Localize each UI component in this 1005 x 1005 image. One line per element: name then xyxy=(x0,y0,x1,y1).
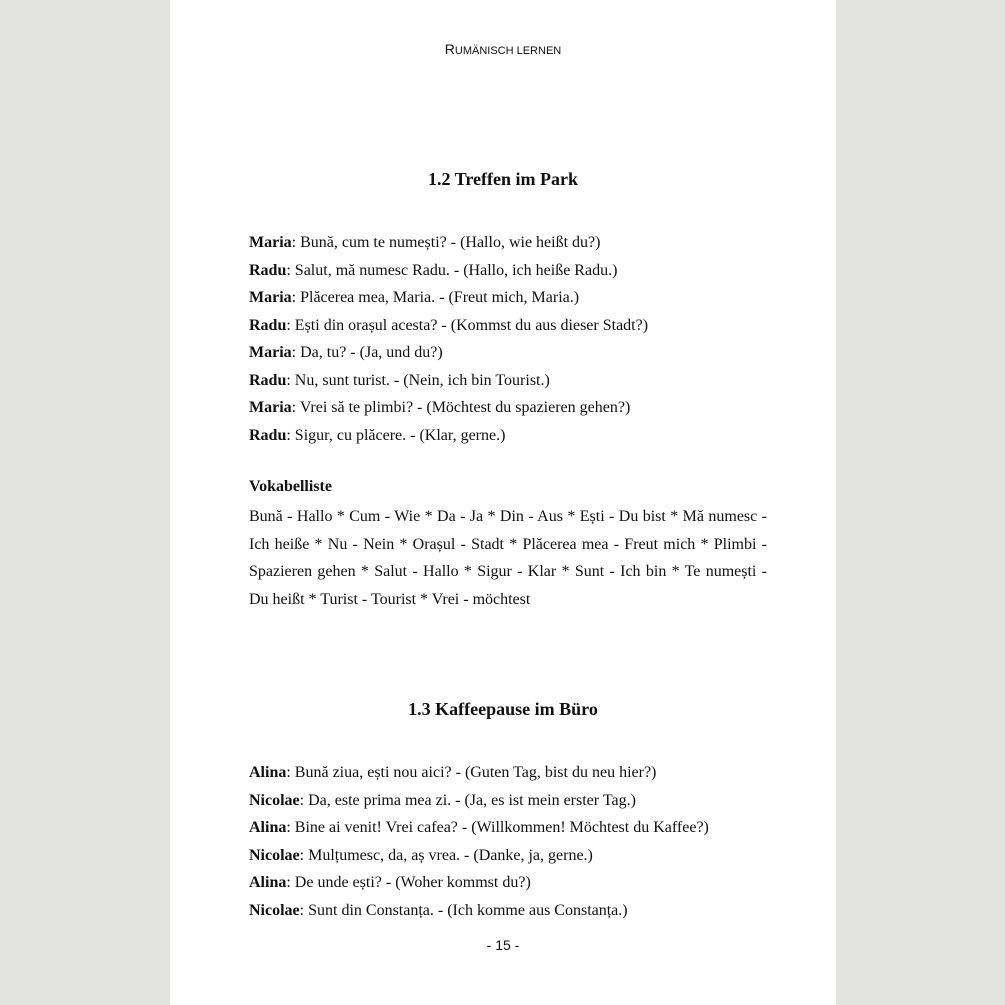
dialogue-text: : Sunt din Constanța. - (Ich komme aus Constanța.) xyxy=(299,901,628,919)
dialogue-line xyxy=(249,787,789,815)
speaker-name: Maria xyxy=(249,289,292,306)
dialogue-text: : De unde ești? - (Woher kommst du?) xyxy=(286,874,531,891)
section-title: 1.3 Kaffeepause im Büro xyxy=(408,699,598,719)
dialogue-text: : Nu, sunt turist. - (Nein, ich bin Tourist.) xyxy=(286,371,550,389)
speaker-name: Maria xyxy=(249,399,292,416)
vocab-heading: Vokabelliste xyxy=(249,478,332,495)
dialogue-text: : Bună, cum te numești? - (Hallo, wie heißt du?) xyxy=(291,234,601,251)
speaker-name: Nicolae xyxy=(249,791,300,809)
dialogue-line xyxy=(249,339,789,367)
dialogue-line xyxy=(249,367,789,395)
speaker-name: Radu xyxy=(249,316,287,334)
speaker-name: Alina xyxy=(249,819,287,836)
dialogue-line xyxy=(249,814,789,842)
dialogue-text: : Bine ai venit! Vrei cafea? - (Willkommen! Möchtest du Kaffee?) xyxy=(286,819,709,836)
speaker-name: Radu xyxy=(249,261,287,279)
page-number: - 15 - xyxy=(486,937,520,953)
dialogue-list xyxy=(249,759,789,924)
dialogue-text: : Ești din orașul acesta? - (Kommst du aus dieser Stadt?) xyxy=(286,316,649,334)
dialogue-text: : Bună ziua, ești nou aici? - (Guten Tag, bist du neu hier?) xyxy=(286,764,657,781)
speaker-name: Maria xyxy=(249,234,292,251)
dialogue-text: : Vrei să te plimbi? - (Möchtest du spazieren gehen?) xyxy=(291,399,631,416)
speaker-name: Nicolae xyxy=(249,901,300,919)
dialogue-text: : Da, tu? - (Ja, und du?) xyxy=(291,344,443,361)
dialogue-text: : Da, este prima mea zi. - (Ja, es ist mein erster Tag.) xyxy=(299,791,636,809)
dialogue-text: : Plăcerea mea, Maria. - (Freut mich, Maria.) xyxy=(291,289,580,306)
speaker-name: Nicolae xyxy=(249,846,300,864)
dialogue-list xyxy=(249,229,789,449)
dialogue-text: : Salut, mă numesc Radu. - (Hallo, ich heiße Radu.) xyxy=(286,261,618,279)
speaker-name: Alina xyxy=(249,874,287,891)
speaker-name: Radu xyxy=(249,371,287,389)
dialogue-text: : Mulțumesc, da, aș vrea. - (Danke, ja, gerne.) xyxy=(299,846,593,864)
dialogue-line xyxy=(249,257,789,285)
dialogue-text: : Sigur, cu plăcere. - (Klar, gerne.) xyxy=(286,426,506,444)
dialogue-line xyxy=(249,312,789,340)
dialogue-line xyxy=(249,897,789,925)
dialogue-line xyxy=(249,229,789,257)
dialogue-line xyxy=(249,394,789,422)
book-page xyxy=(170,0,836,1005)
section-title: 1.2 Treffen im Park xyxy=(428,169,578,189)
dialogue-line xyxy=(249,422,789,450)
running-head-rest: UMÄNISCH LERNEN xyxy=(454,45,562,57)
speaker-name: Alina xyxy=(249,764,287,781)
speaker-name: Radu xyxy=(249,426,287,444)
dialogue-line xyxy=(249,842,789,870)
speaker-name: Maria xyxy=(249,344,292,361)
running-head-initial: R xyxy=(444,41,455,57)
dialogue-line xyxy=(249,869,789,897)
dialogue-line xyxy=(249,759,789,787)
dialogue-line xyxy=(249,284,789,312)
vocab-list: Bună - Hallo * Cum - Wie * Da - Ja * Din - Aus * Ești - Du bist * Mă numesc - Ich heiße * Nu - Nein * Orașul - Stadt * Plăcerea mea - Freut mich * Plimbi - Spazieren gehen * Salut - Hallo * Sigur - Klar * Sunt - Ich bin * Te numești - Du heißt * Turist - Tourist * Vrei - möchtest xyxy=(249,508,767,608)
running-head xyxy=(170,41,836,57)
